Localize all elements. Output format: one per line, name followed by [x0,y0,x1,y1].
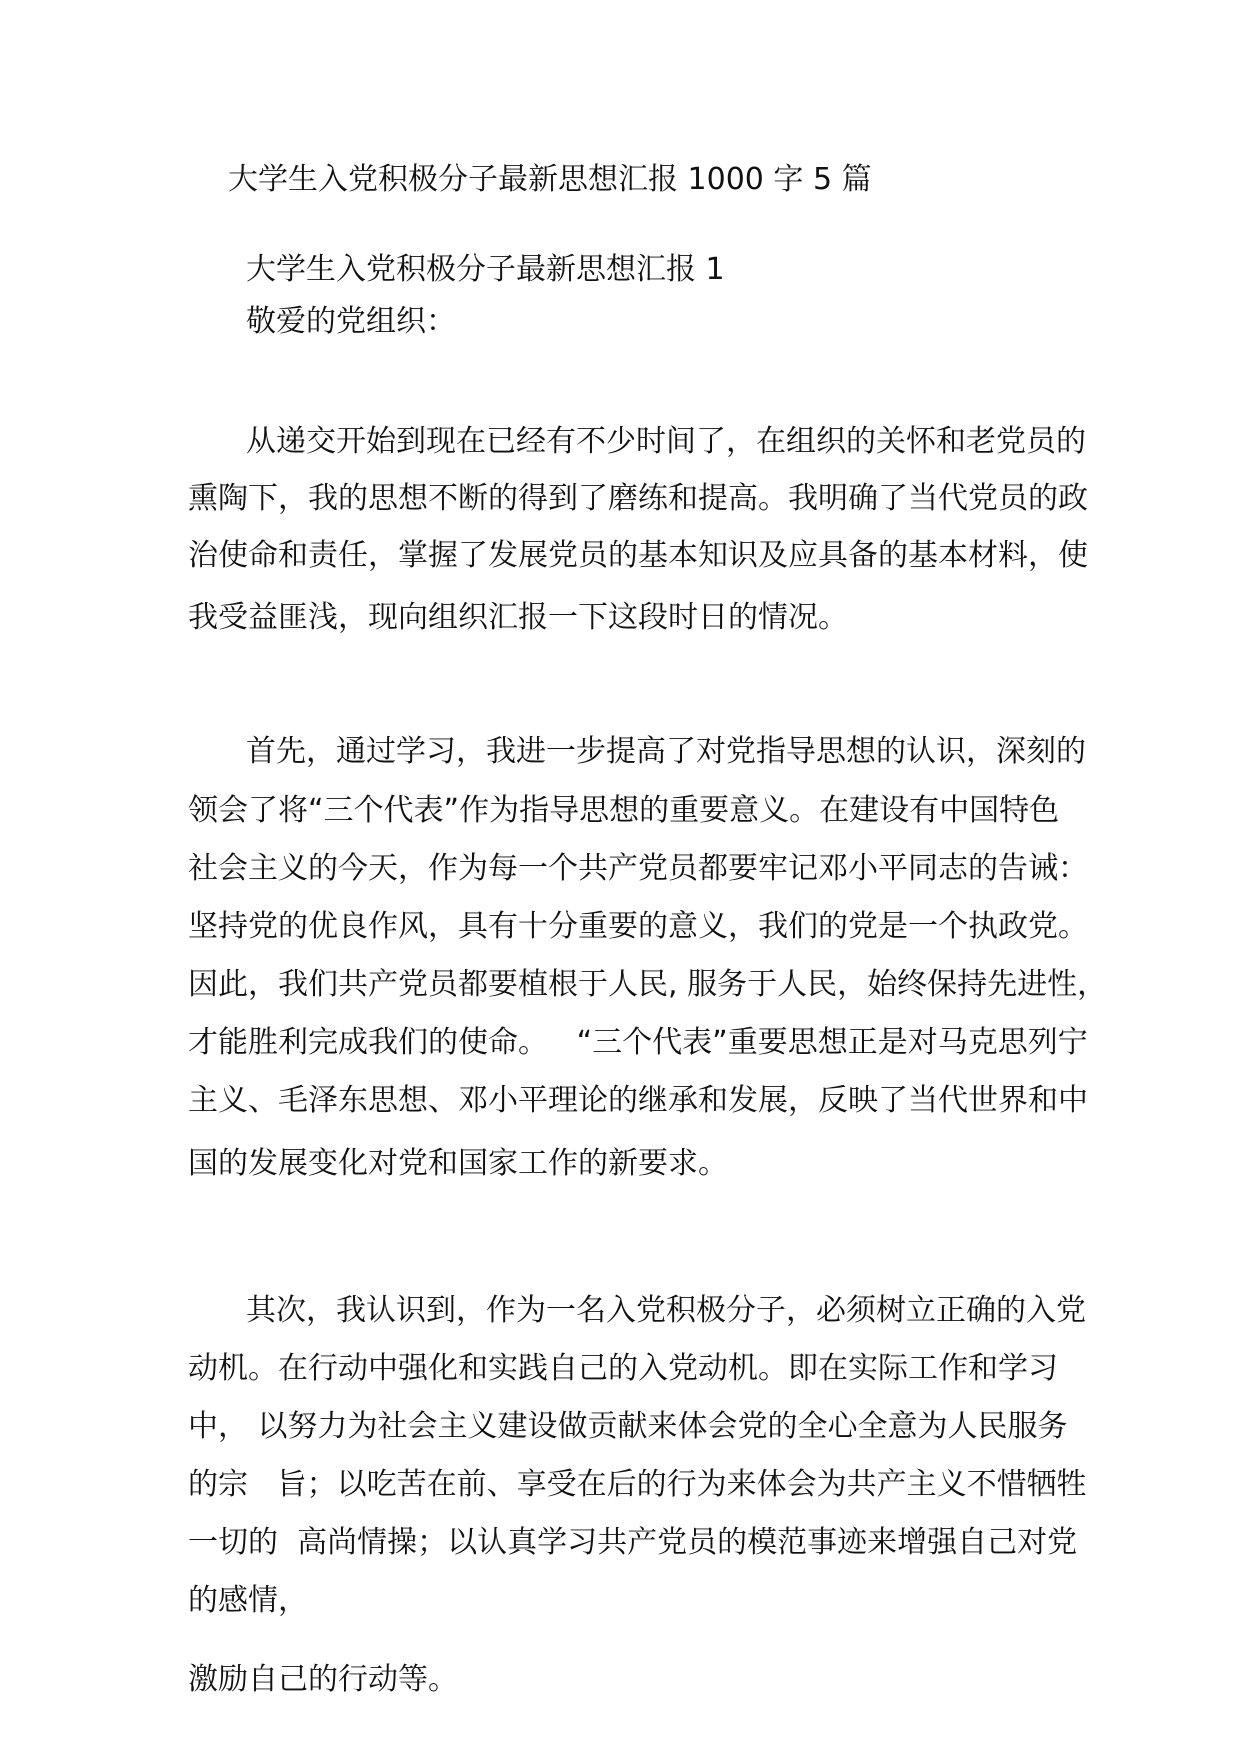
paragraph-line: 从递交开始到现在已经有不少时间了，在组织的关怀和老党员的 [246,424,1086,459]
paragraph-line: 治使命和责任，掌握了发展党员的基本知识及应具备的基本材料，使 [188,538,1088,573]
paragraph-line: 的宗 旨；以吃苦在前、享受在后的行为来体会为共产主义不惜牺牲 [188,1467,1087,1502]
paragraph-line: 因此，我们共产党员都要植根于人民, 服务于人民，始终保持先进性， [188,967,1108,1002]
paragraph-line: 主义、毛泽东思想、邓小平理论的继承和发展，反映了当代世界和中 [188,1083,1088,1118]
paragraph-line: 其次，我认识到，作为一名入党积极分子，必须树立正确的入党 [246,1293,1086,1328]
paragraph-line: 社会主义的今天，作为每一个共产党员都要牢记邓小平同志的告诫： [188,851,1088,886]
paragraph-line: 激励自己的行动等。 [188,1662,458,1697]
paragraph-line: 才能胜利完成我们的使命。 “三个代表”重要思想正是对马克思列宁 [188,1025,1088,1060]
paragraph-line: 首先，通过学习，我进一步提高了对党指导思想的认识，深刻的 [246,734,1086,769]
paragraph-line: 一切的 高尚情操；以认真学习共产党员的模范事迹来增强自己对党 [188,1525,1078,1560]
paragraph-line: 的感情， [188,1583,308,1618]
paragraph-line: 动机。在行动中强化和实践自己的入党动机。即在实际工作和学习 [188,1351,1058,1386]
paragraph-line: 我受益匪浅，现向组织汇报一下这段时日的情况。 [188,600,848,635]
paragraph-line: 熏陶下，我的思想不断的得到了磨练和提高。我明确了当代党员的政 [188,481,1088,516]
paragraph-line: 国的发展变化对党和国家工作的新要求。 [188,1146,728,1181]
paragraph-line: 坚持党的优良作风，具有十分重要的意义，我们的党是一个执政党。 [188,909,1088,944]
section-heading: 大学生入党积极分子最新思想汇报 1 [246,252,725,287]
document-title: 大学生入党积极分子最新思想汇报 1000 字 5 篇 [228,162,872,197]
paragraph-line: 领会了将“三个代表”作为指导思想的重要意义。在建设有中国特色 [188,793,1060,828]
paragraph-line: 中， 以努力为社会主义建设做贡献来体会党的全心全意为人民服务 [188,1409,1068,1444]
salutation: 敬爱的党组织： [246,304,456,339]
